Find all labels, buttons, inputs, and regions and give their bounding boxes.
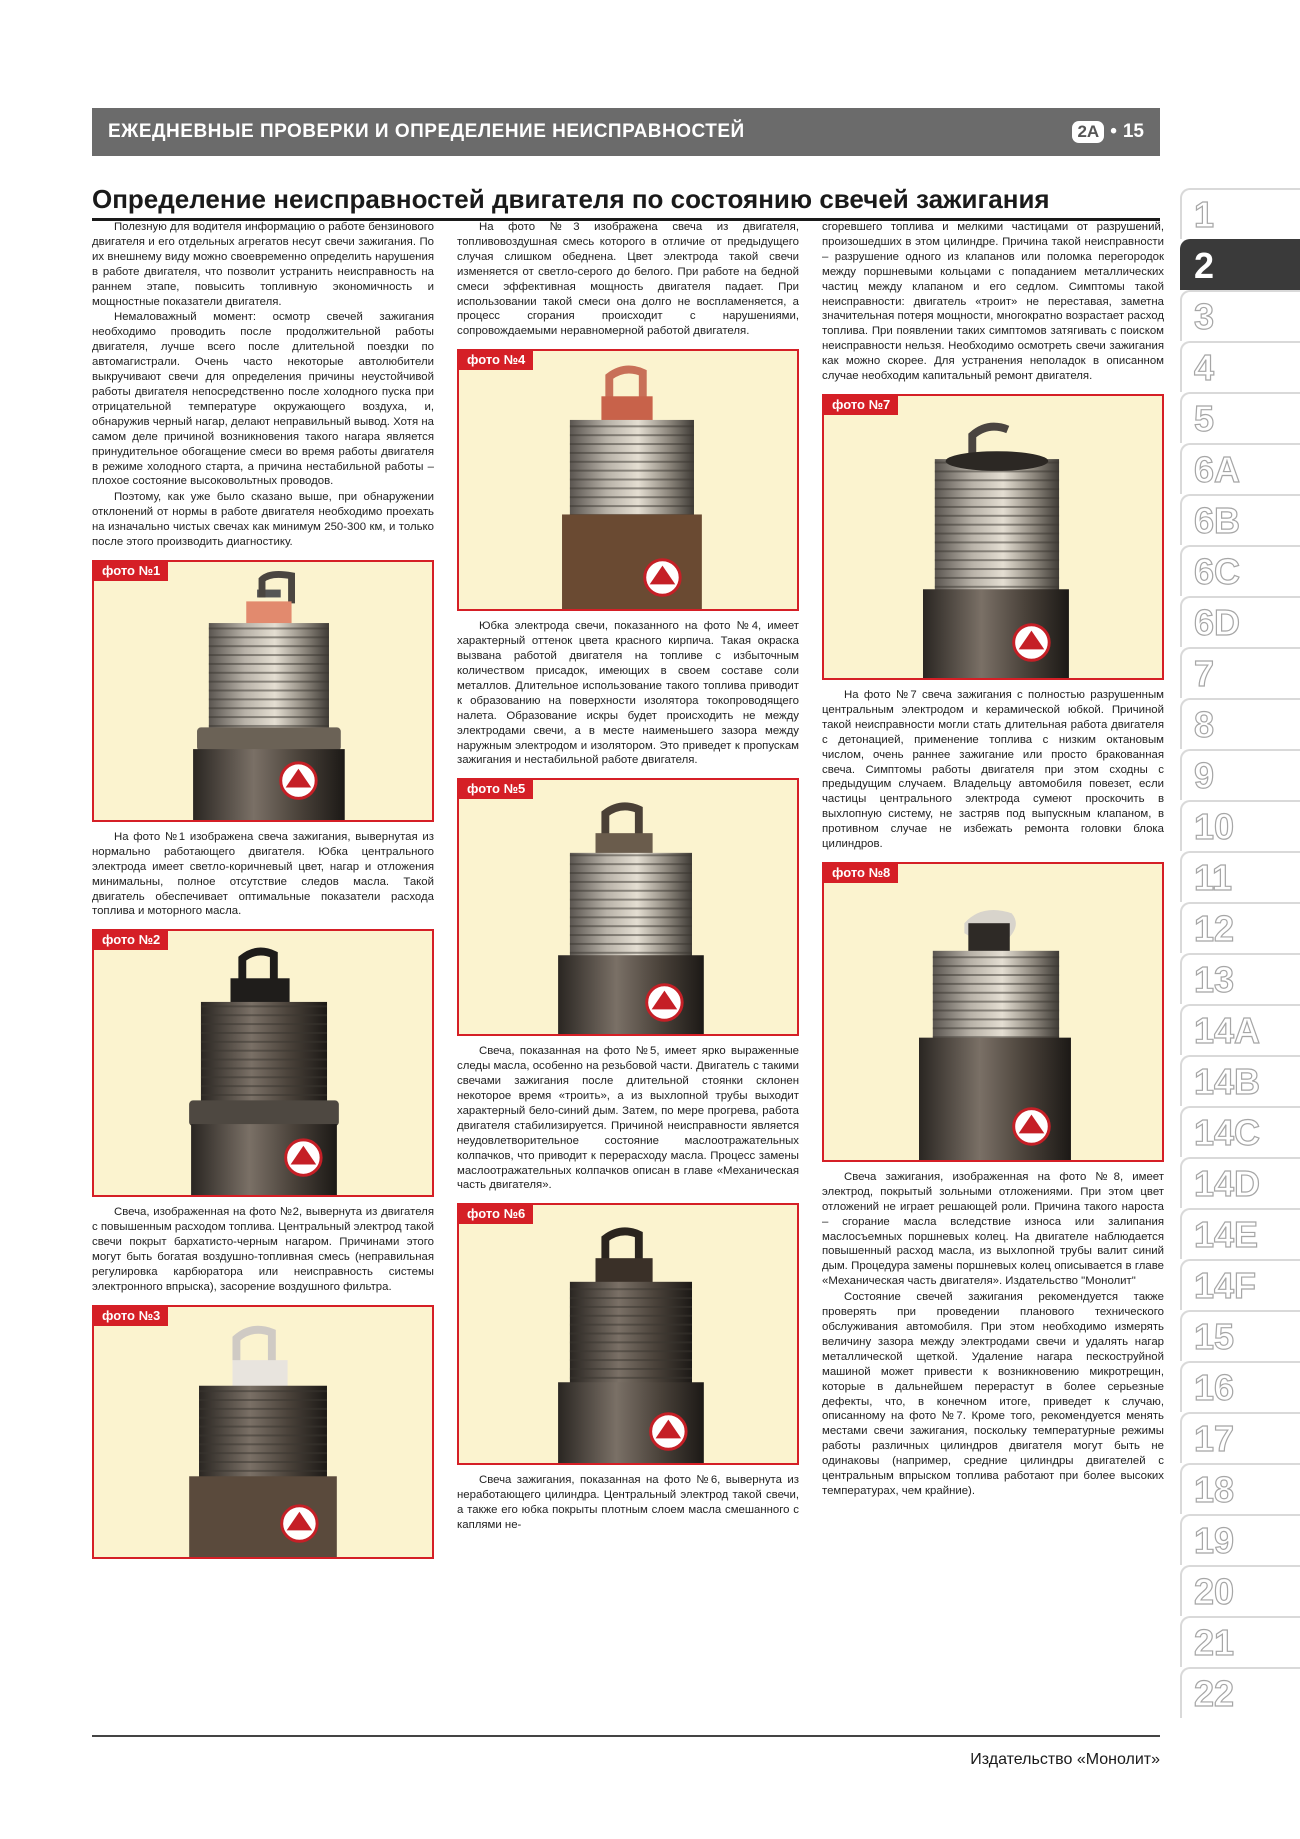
chapter-tab-3[interactable]: 3 (1180, 290, 1300, 341)
chapter-tab-2[interactable]: 2 (1180, 239, 1300, 290)
chapter-badge: 2A (1072, 121, 1104, 143)
paragraph: Свеча зажигания, изображенная на фото №8, имеет электрод, покрытый зольными отложениями. При этом цвет отложений не играет решающей роли. Причина такого нароста – сгорание масла вследствие износа или залипания маслосъемных поршневых колец. На двигателе наблюдается повышенный расход масла, из выхлопной трубы валит синий дым. Процедура замены поршневых колец описывается в главе «Механическая часть двигателя». Издательство "Монолит" (822, 1170, 1164, 1288)
chapter-tab-14e[interactable]: 14E (1180, 1208, 1300, 1259)
photo-8 (822, 862, 1164, 1162)
photo-label: фото №8 (824, 864, 898, 883)
chapter-tab-12[interactable]: 12 (1180, 902, 1300, 953)
chapter-tab-17[interactable]: 17 (1180, 1412, 1300, 1463)
chapter-tab-4[interactable]: 4 (1180, 341, 1300, 392)
chapter-tab-21[interactable]: 21 (1180, 1616, 1300, 1667)
paragraph: сгоревшего топлива и мелкими частицами от разрушений, произошедших в этом цилиндре. Причина такой неисправности – разрушение одного из клапанов или поломка перегородок между поршневыми кольцами с попаданием металлических частиц между клапаном и его седлом. Симптомы такой неисправности: двигатель «троит» не переставая, заметна значительная потеря мощности, многократно возрастает расход топлива. При появлении таких симптомов затягивать с поиском неисправности нельзя. Необходимо осмотреть свечи зажигания как можно скорее. Для устранения неполадок в описанном случае необходим капитальный ремонт двигателя. (822, 221, 1164, 383)
spark-plug-image (459, 351, 797, 609)
section-title: ЕЖЕДНЕВНЫЕ ПРОВЕРКИ И ОПРЕДЕЛЕНИЕ НЕИСПРАВНОСТЕЙ (108, 121, 745, 142)
paragraph: Поэтому, как уже было сказано выше, при обнаружении отклонений от нормы в работе двигателя необходимо проехать на изначально чистых свечах как минимум 250-300 км, и только после этого производить диагностику. (92, 491, 434, 549)
chapter-tab-15[interactable]: 15 (1180, 1310, 1300, 1361)
photo-6 (457, 1203, 799, 1465)
text-column-1 (92, 220, 434, 1680)
photo-7 (822, 394, 1164, 680)
page-number: 15 (1122, 121, 1144, 142)
chapter-tab-16[interactable]: 16 (1180, 1361, 1300, 1412)
paragraph: Немаловажный момент: осмотр свечей зажигания необходимо проводить после продолжительной работы двигателя, лучше всего после длительной поездки по автомагистрали. Очень часто некоторые автолюбители выкручивают свечи для определения причины неустойчивой работы двигателя непосредственно после холодного пуска при отрицательной температуре окружающего воздуха, и, обнаружив черный нагар, делают неправильный вывод. Хотя на самом деле причиной возникновения такого нагара является принудительное обогащение смеси во время работы двигателя в режиме холодного старта, а причина нестабильной работы – плохое состояние высоковольтных проводов. (92, 311, 434, 488)
photo-label: фото №4 (459, 351, 533, 370)
header-bar (92, 108, 1160, 156)
chapter-tab-5[interactable]: 5 (1180, 392, 1300, 443)
chapter-tab-18[interactable]: 18 (1180, 1463, 1300, 1514)
chapter-tab-14f[interactable]: 14F (1180, 1259, 1300, 1310)
photo-label: фото №3 (94, 1307, 168, 1326)
photo-label: фото №1 (94, 562, 168, 581)
page-separator: • (1110, 121, 1117, 142)
photo-2 (92, 929, 434, 1197)
chapter-tab-13[interactable]: 13 (1180, 953, 1300, 1004)
paragraph: Состояние свечей зажигания рекомендуется также проверять при проведении планового технического обслуживания автомобиля. При этом необходимо измерять величину зазора между электродами свечи и удалять нагар металлической щеткой. Удаление нагара пескоструйной машиной может привести к возникновению микротрещин, которые в дальнейшем перерастут в более серьезные дефекты, что, в конечном итоге, приведет к случаю, описанному на фото №7. Кроме того, рекомендуется менять местами свечи зажигания, поскольку температурные режимы работы различных цилиндров двигателя могут быть не одинаковы (например, средние цилиндры двигателей с центральным впрыском топлива работают при более высоких температурах, чем крайние). (822, 1291, 1164, 1497)
chapter-tab-20[interactable]: 20 (1180, 1565, 1300, 1616)
photo-label: фото №5 (459, 780, 533, 799)
chapter-tab-9[interactable]: 9 (1180, 749, 1300, 800)
chapter-tab-19[interactable]: 19 (1180, 1514, 1300, 1565)
page-indicator (1072, 121, 1144, 143)
photo-label: фото №2 (94, 931, 168, 950)
photo-4 (457, 349, 799, 611)
footer-divider (92, 1735, 1160, 1737)
spark-plug-image (459, 780, 797, 1034)
chapter-tab-10[interactable]: 10 (1180, 800, 1300, 851)
chapter-tab-6d[interactable]: 6D (1180, 596, 1300, 647)
photo-5 (457, 778, 799, 1036)
paragraph: Юбка электрода свечи, показанного на фото №4, имеет характерный оттенок цвета красного кирпича. Такая окраска вызвана работой двигателя на топливе с избыточным количеством присадок, имеющих в своем составе соли металлов. Длительное использование такого топлива приводит к образованию на поверхности изолятора токопроводящего налета. Образование искры будет происходить не между электродами свечи, а в месте наименьшего зазора между наружным электродом и изолятором. Это приведет к пропускам зажигания и нестабильной работе двигателя. (457, 620, 799, 767)
paragraph: Свеча, показанная на фото №5, имеет ярко выраженные следы масла, особенно на резьбовой части. Двигатель с такими свечами зажигания после длительной стоянки склонен некоторое время «троить», а из выхлопной трубы выходит характерный бело-синий дым. Затем, по мере прогрева, работа двигателя стабилизируется. Причиной неисправности является неудовлетворительное состояние маслоотражательных колпачков, что приводит к перерасходу масла. Процесс замены маслоотражательных колпачков описан в главе «Механическая часть двигателя». (457, 1045, 799, 1192)
paragraph: На фото №7 свеча зажигания с полностью разрушенным центральным электродом и керамической юбкой. Причиной такой неисправности могли стать длительная работа двигателя с детонацией, применение топлива с низким октановым числом, очень раннее зажигание или просто бракованная свеча. Симптомы работы двигателя при этом сходны с предыдущим случаем. Владельцу автомобиля повезет, если частицы центрального электрода сумеют проскочить в выхлопную систему, не застряв под выпускным клапаном, в противном случае не избежать ремонта головки блока цилиндров. (822, 688, 1164, 851)
photo-1 (92, 560, 434, 822)
photo-label: фото №7 (824, 396, 898, 415)
chapter-tab-1[interactable]: 1 (1180, 188, 1300, 239)
spark-plug-image (824, 396, 1162, 678)
chapter-tab-6a[interactable]: 6A (1180, 443, 1300, 494)
paragraph: На фото №3 изображена свеча из двигателя, топливовоздушная смесь которого в отличие от предыдущего случая слишком обеднена. Цвет электрода такой свечи изменяется от светло-серого до белого. При работе на бедной смеси эффективная мощность двигателя падает. При использовании такой смеси она долго не воспламеняется, а процесс сгорания происходит с нарушениями, сопровождаемыми неравномерной работой двигателя. (457, 221, 799, 338)
page-title: Определение неисправностей двигателя по состоянию свечей зажигания (92, 184, 1160, 221)
paragraph: На фото №1 изображена свеча зажигания, вывернутая из нормально работающего двигателя. Юбка центрального электрода имеет светло-коричневый цвет, нагар и отложения минимальны, полное отсутствие следов масла. Такой двигатель обеспечивает оптимальные показатели расхода топлива и моторного масла. (92, 830, 434, 918)
photo-3 (92, 1305, 434, 1559)
chapter-tab-8[interactable]: 8 (1180, 698, 1300, 749)
spark-plug-image (94, 1307, 432, 1557)
chapter-tab-7[interactable]: 7 (1180, 647, 1300, 698)
spark-plug-image (94, 931, 432, 1195)
chapter-tabs (1180, 188, 1300, 1718)
spark-plug-image (94, 562, 432, 820)
text-column-3 (822, 220, 1164, 1680)
footer-publisher: Издательство «Монолит» (970, 1751, 1160, 1768)
chapter-tab-14a[interactable]: 14A (1180, 1004, 1300, 1055)
paragraph: Свеча, изображенная на фото №2, вывернута из двигателя с повышенным расходом топлива. Центральный электрод такой свечи покрыт бархатисто-черным нагаром. Причинами этого могут быть богатая воздушно-топливная смесь (неправильная регулировка карбюратора или неисправность системы электронного впрыска), засорение воздушного фильтра. (92, 1206, 434, 1293)
spark-plug-image (459, 1205, 797, 1463)
chapter-tab-6c[interactable]: 6C (1180, 545, 1300, 596)
paragraph: Свеча зажигания, показанная на фото №6, вывернута из неработающего цилиндра. Центральный электрод такой свечи, а также его юбка покрыты плотным слоем масла смешанного с каплями не- (457, 1474, 799, 1532)
chapter-tab-6b[interactable]: 6B (1180, 494, 1300, 545)
chapter-tab-14d[interactable]: 14D (1180, 1157, 1300, 1208)
paragraph: Полезную для водителя информацию о работе бензинового двигателя и его отдельных агрегатов несут свечи зажигания. По их внешнему виду можно своевременно определить нарушения в работе двигателя, что позволит устранить неисправность на раннем этапе, повысить топливную экономичность и мощностные показатели двигателя. (92, 221, 434, 308)
photo-label: фото №6 (459, 1205, 533, 1224)
chapter-tab-22[interactable]: 22 (1180, 1667, 1300, 1718)
spark-plug-image (824, 864, 1162, 1160)
text-column-2 (457, 220, 799, 1680)
chapter-tab-14c[interactable]: 14C (1180, 1106, 1300, 1157)
chapter-tab-11[interactable]: 11 (1180, 851, 1300, 902)
chapter-tab-14b[interactable]: 14B (1180, 1055, 1300, 1106)
